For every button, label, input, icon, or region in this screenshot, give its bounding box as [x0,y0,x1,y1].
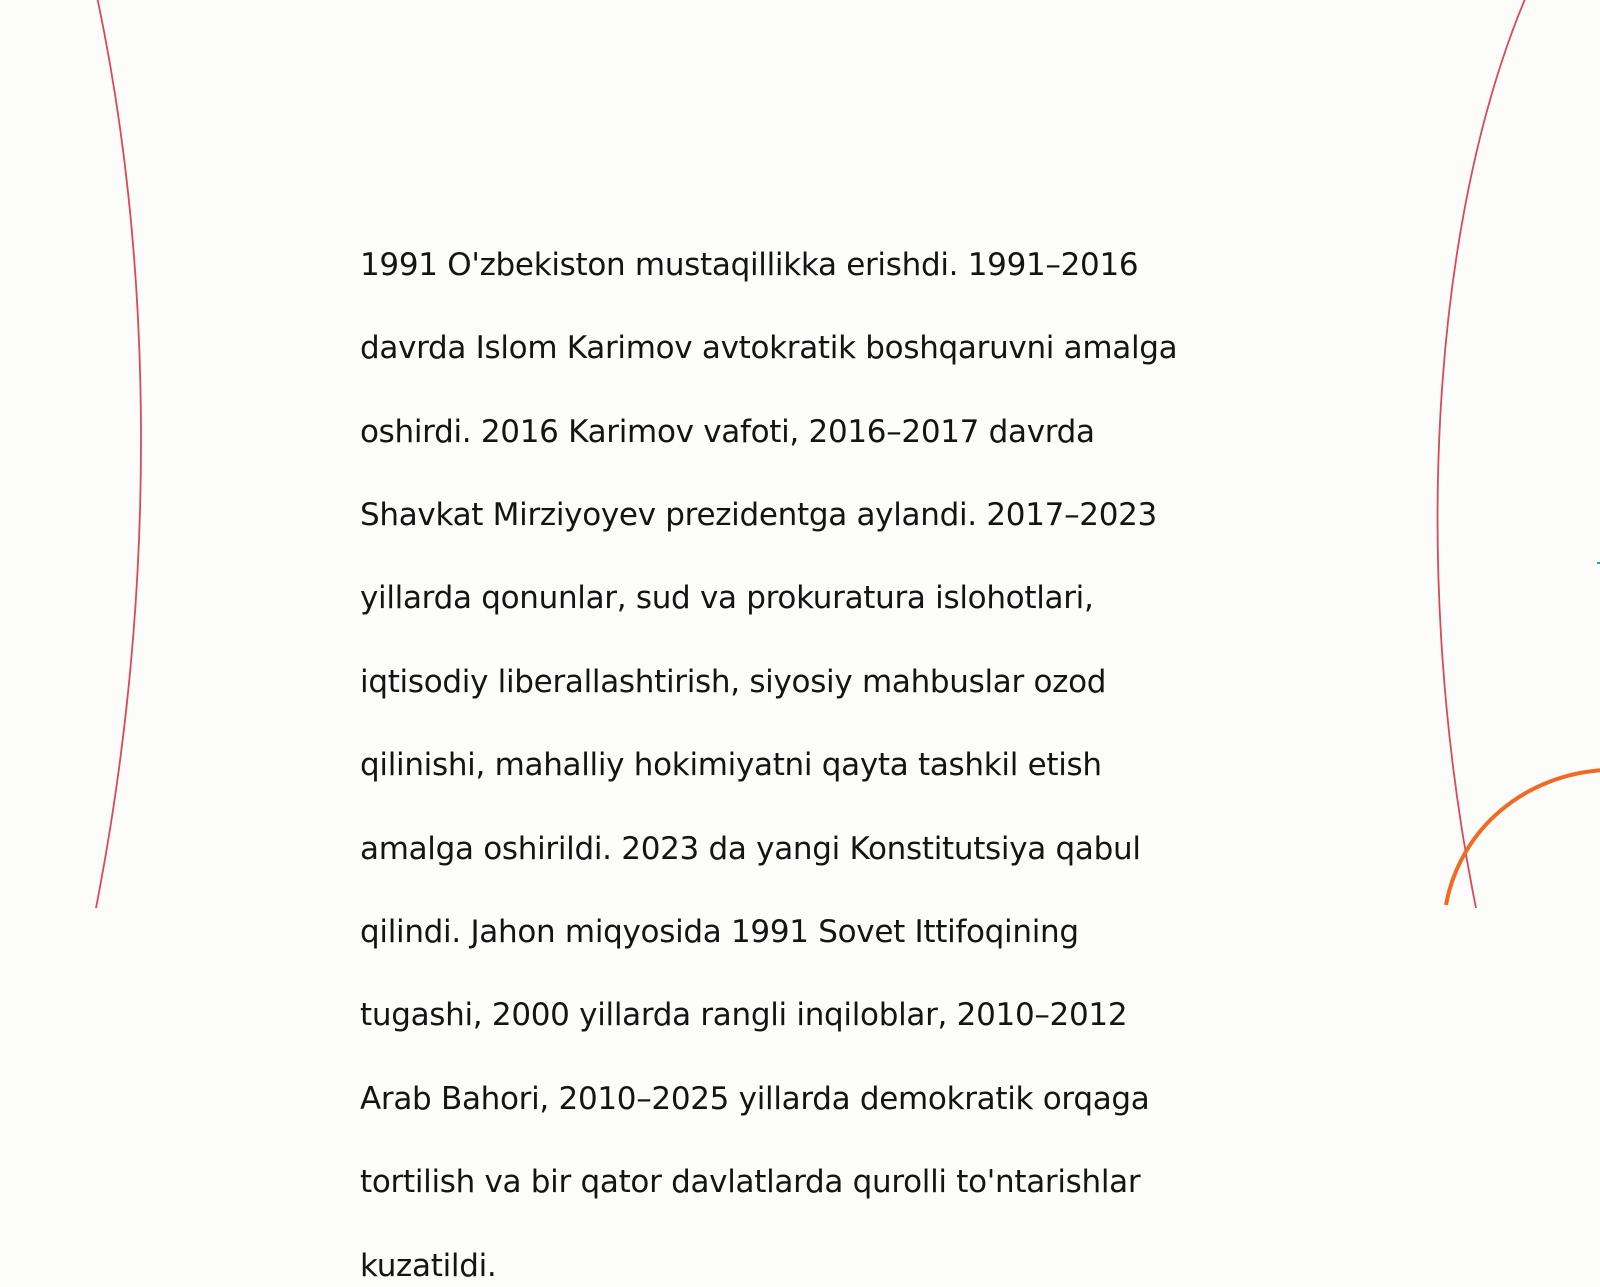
body-line-12: tortilish va bir qator davlatlarda qurolli to'ntarishlar [360,1164,1141,1201]
left-boundary-curve [96,0,141,908]
body-line-9: qilindi. Jahon miqyosida 1991 Sovet Ittifoqining [360,913,1079,950]
body-line-10: tugashi, 2000 yillarda rangli inqiloblar, 2010–2012 [360,997,1128,1034]
body-line-13: kuzatildi. [360,1247,497,1284]
body-line-6: iqtisodiy liberallashtirish, siyosiy mahbuslar ozod [360,663,1107,700]
body-line-2: davrda Islom Karimov avtokratik boshqaruvni amalga [360,330,1178,367]
slide-body-text [360,203,1240,1287]
body-line-11: Arab Bahori, 2010–2025 yillarda demokratik orqaga [360,1080,1150,1117]
body-line-8: amalga oshirildi. 2023 da yangi Konstitutsiya qabul [360,830,1141,867]
body-line-5: yillarda qonunlar, sud va prokuratura islohotlari, [360,580,1094,617]
right-boundary-curve [1438,0,1528,908]
orange-corner-arc [1446,770,1600,905]
body-line-1: 1991 O'zbekiston mustaqillikka erishdi. 1991–2016 [360,246,1139,283]
body-line-3: oshirdi. 2016 Karimov vafoti, 2016–2017 davrda [360,413,1095,450]
body-line-7: qilinishi, mahalliy hokimiyatni qayta tashkil etish [360,747,1102,784]
body-line-4: Shavkat Mirziyoyev prezidentga aylandi. 2017–2023 [360,496,1157,533]
